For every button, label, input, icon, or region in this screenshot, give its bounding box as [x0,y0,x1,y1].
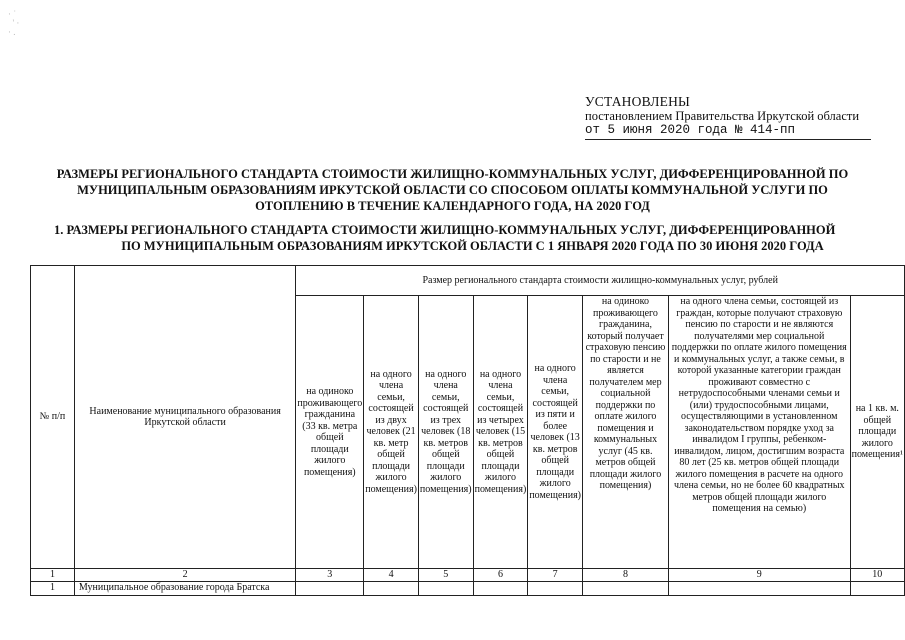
col-number: 9 [668,569,850,582]
section-heading [20,222,885,254]
col-number: 7 [528,569,583,582]
header-col-10: на 1 кв. м. общей площади жилого помещения¹ [850,296,904,569]
title-line-3: ОТОПЛЕНИЮ В ТЕЧЕНИЕ КАЛЕНДАРНОГО ГОДА, НА 2020 ГОД [255,199,650,213]
header-col-6: на одного члена семьи, состоящей из четырех человек (15 кв. метров общей площади жилого помещения) [473,296,528,569]
header-no: № п/п [31,266,75,569]
col-number: 6 [473,569,528,582]
approval-underline [585,139,871,140]
header-col-7: на одного члена семьи, состоящей из пяти и более человек (13 кв. метров общей площади жилого помещения) [528,296,583,569]
col-number: 5 [418,569,473,582]
header-name: Наименование муниципального образования Иркутской области [74,266,295,569]
col-number: 1 [31,569,75,582]
section-line-2: ПО МУНИЦИПАЛЬНЫМ ОБРАЗОВАНИЯМ ИРКУТСКОЙ ОБЛАСТИ С 1 ЯНВАРЯ 2020 ГОДА ПО 30 ИЮНЯ 2020 ГОДА [121,239,824,253]
col-number: 4 [364,569,419,582]
col-number: 3 [296,569,364,582]
header-col-3: на одиноко проживающего гражданина (33 кв. метра общей площади жилого помещения) [296,296,364,569]
row-name: Муниципальное образование города Братска [74,581,295,595]
header-group: Размер регионального стандарта стоимости жилищно-коммунальных услуг, рублей [296,266,905,296]
col-number: 2 [74,569,295,582]
header-col-5: на одного члена семьи, состоящей из трех человек (18 кв. метров общей площади жилого помещения) [418,296,473,569]
title-line-1: РАЗМЕРЫ РЕГИОНАЛЬНОГО СТАНДАРТА СТОИМОСТИ ЖИЛИЩНО-КОММУНАЛЬНЫХ УСЛУГ, ДИФФЕРЕНЦИРОВАННОЙ ПО [56,167,849,181]
header-col-9: на одного члена семьи, состоящей из граждан, которые получают страховую пенсию по старости и не являются получателями мер социальной поддержки по оплате жилого помещения и коммунальных услуг, а также семьи, в которой указанные категории граждан проживают совместно с нетрудоспособными членами семьи и (или) трудоспособными лицами, осуществляющими в установленном законодательством порядке уход за инвалидом I группы, ребенком-инвалидом, лицом, достигшим возраста 80 лет (25 кв. метров общей площади жилого помещения в расчете на одного члена семьи, но не более 60 квадратных метров общей площади жилого помещения на семью) [668,296,850,569]
col-number: 8 [583,569,669,582]
table-row [31,581,905,595]
row-number: 1 [31,581,75,595]
title-line-2: МУНИЦИПАЛЬНЫМ ОБРАЗОВАНИЯМ ИРКУТСКОЙ ОБЛАСТИ СО СПОСОБОМ ОПЛАТЫ КОММУНАЛЬНОЙ УСЛУГИ ПО [77,183,828,197]
approval-stamp [585,95,875,140]
approval-heading: УСТАНОВЛЕНЫ [585,94,690,109]
header-col-8: на одиноко проживающего гражданина, который получает страховую пенсию по старости и не является получателем мер социальной поддержки по оплате жилого помещения и коммунальных услуг (45 кв. метров общей площади жилого помещения) [583,296,669,569]
col-number: 10 [850,569,904,582]
column-number-row [31,569,905,582]
section-line-1: 1. РАЗМЕРЫ РЕГИОНАЛЬНОГО СТАНДАРТА СТОИМОСТИ ЖИЛИЩНО-КОММУНАЛЬНЫХ УСЛУГ, ДИФФЕРЕНЦИРОВАННОЙ [54,223,836,237]
standards-table [30,265,905,596]
approval-line-1: постановлением Правительства Иркутской области [585,109,860,123]
header-col-4: на одного члена семьи, состоящей из двух человек (21 кв. метр общей площади жилого помещения) [364,296,419,569]
document-title [20,166,885,214]
scan-marks: · ˙ ' · · . [8,9,20,37]
approval-line-2: от 5 июня 2020 года № 414-пп [585,123,796,137]
